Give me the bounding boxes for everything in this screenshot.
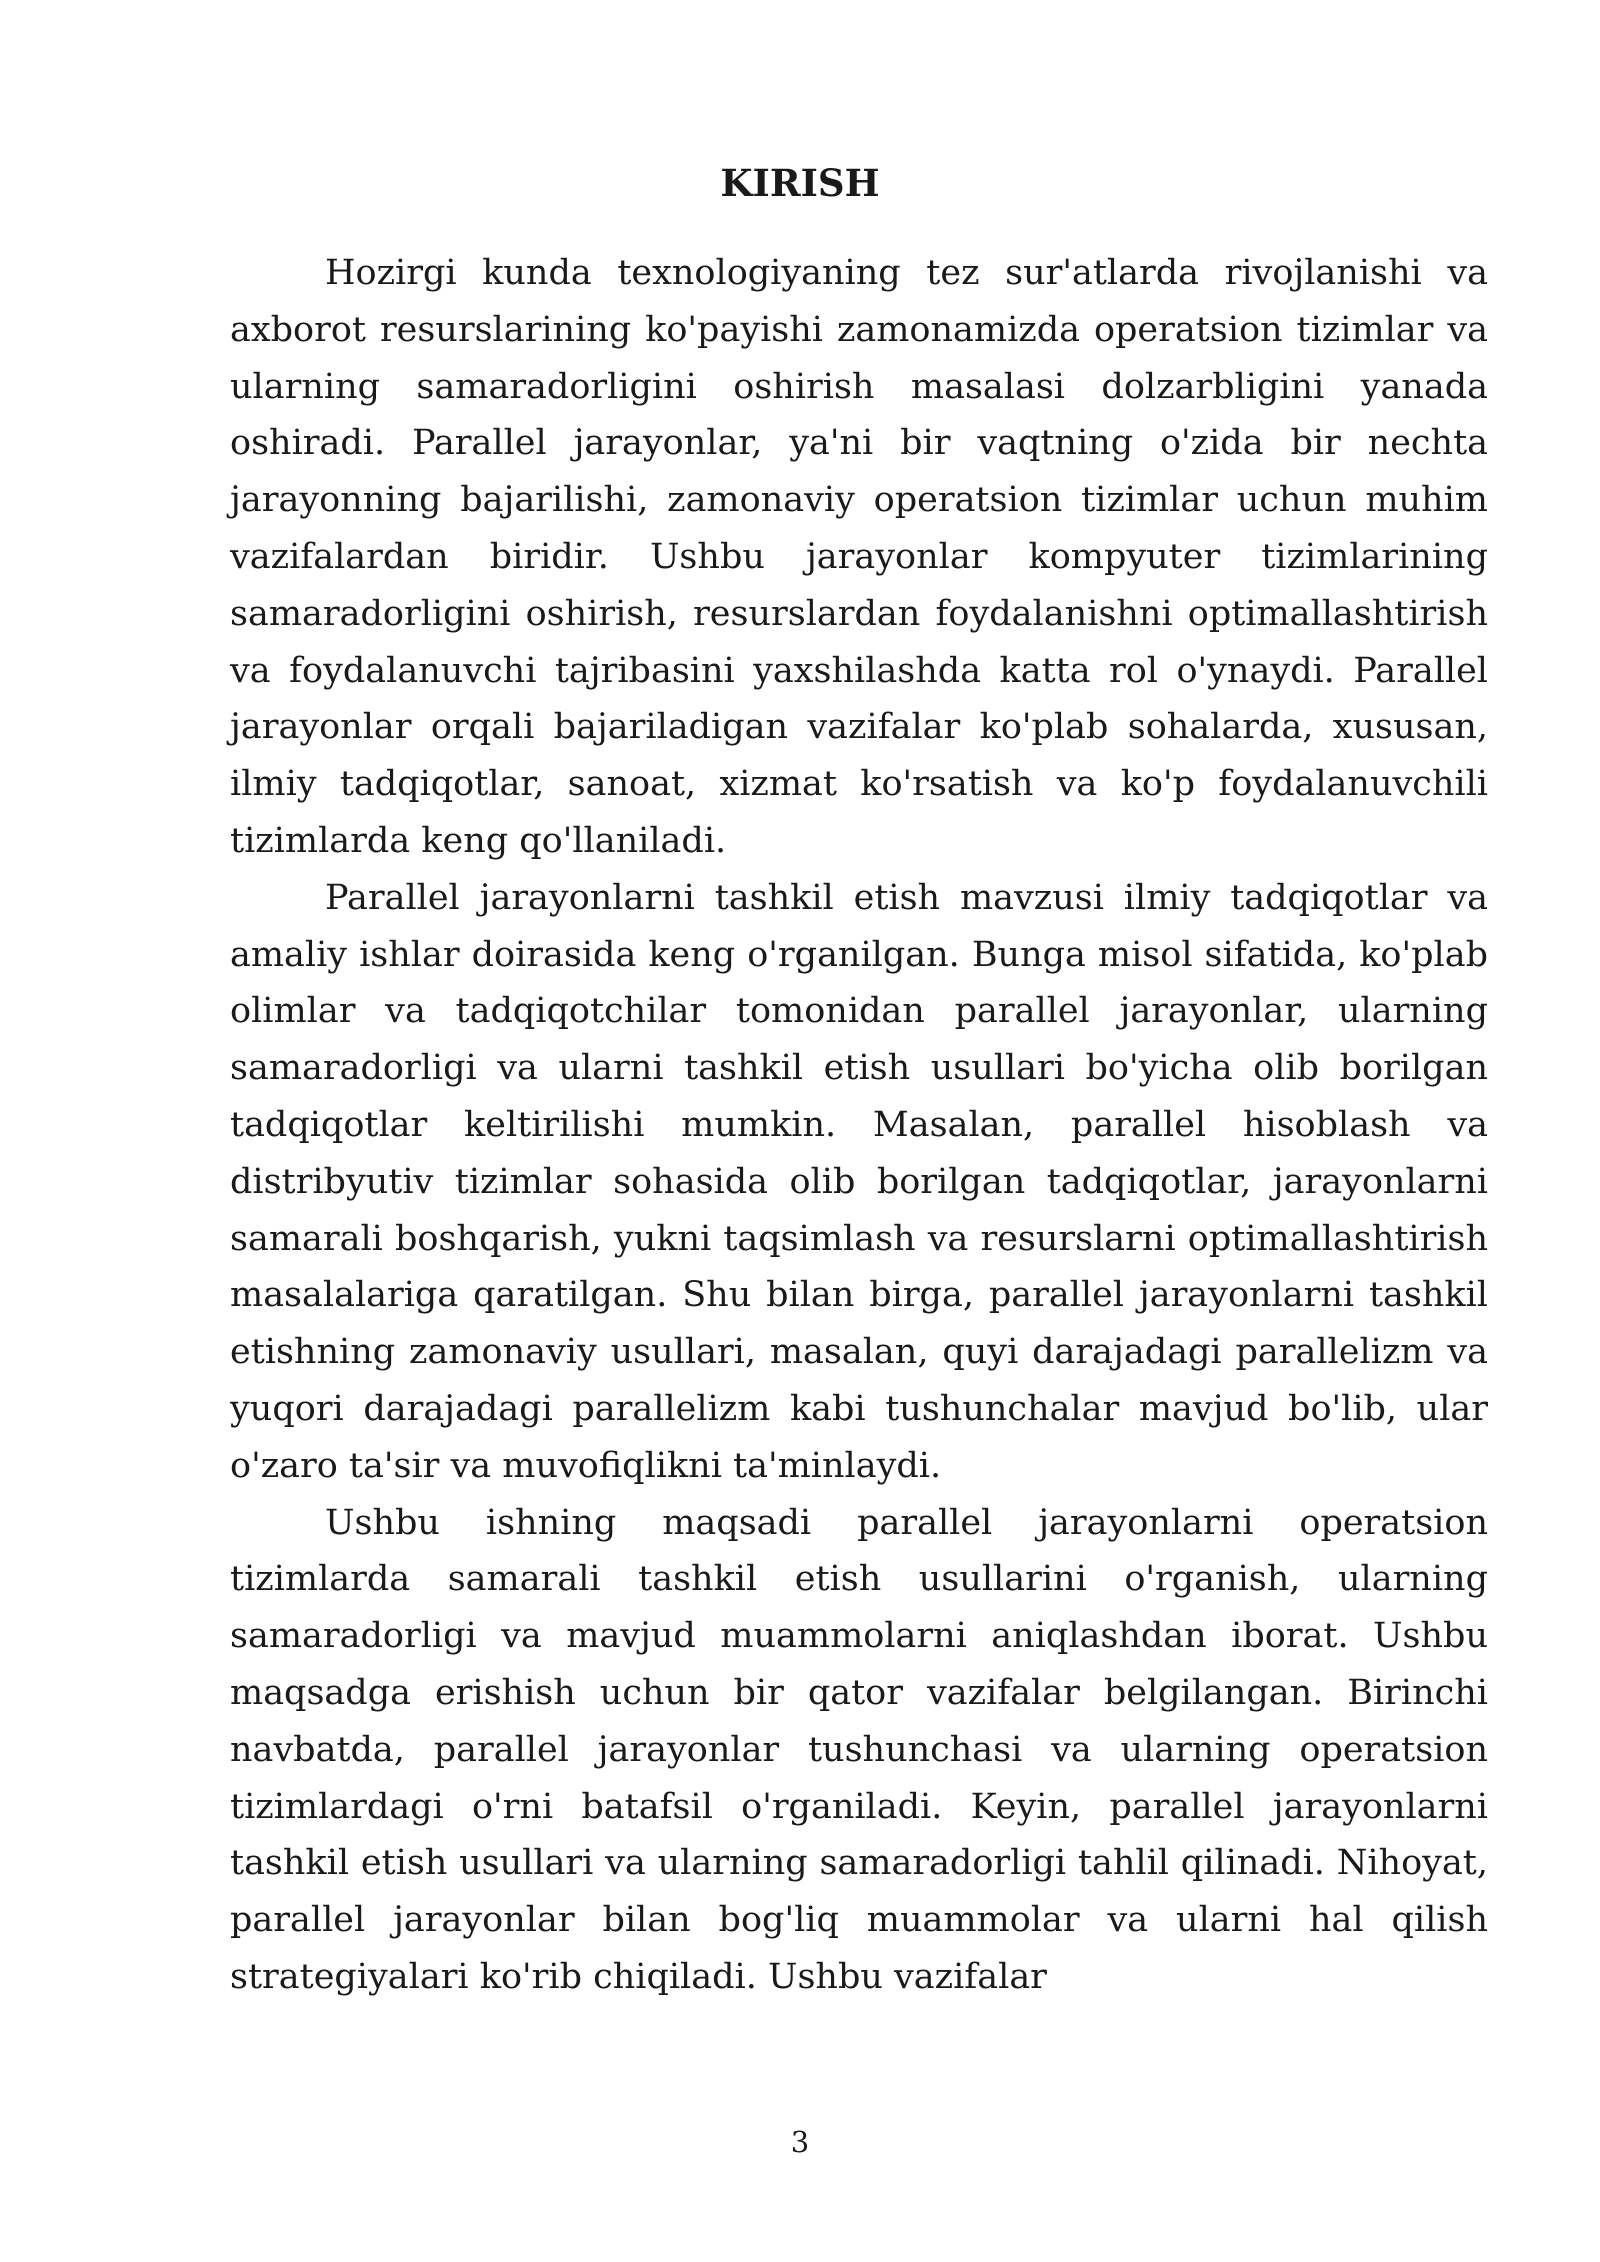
body-text [230,245,1488,2006]
section-title: KIRISH [720,161,880,205]
paragraph-1: Hozirgi kunda texnologiyaning tez sur'atlarda rivojlanishi va axborot resurslarining ko'payishi zamonamizda operatsion tizimlar va ularning samaradorligini oshirish masalasi dolzarbligini yanada oshiradi. Parallel jarayonlar, ya'ni bir vaqtning o'zida bir nechta jarayonning bajarilishi, zamonaviy operatsion tizimlar uchun muhim vazifalardan biridir. Ushbu jarayonlar kompyuter tizimlarining samaradorligini oshirish, resurslardan foydalanishni optimallashtirish va foydalanuvchi tajribasini yaxshilashda katta rol o'ynaydi. Parallel jarayonlar orqali bajariladigan vazifalar ko'plab sohalarda, xususan, ilmiy tadqiqotlar, sanoat, xizmat ko'rsatish va ko'p foydalanuvchili tizimlarda keng qo'llaniladi. [230,253,1488,861]
paragraph-2: Parallel jarayonlarni tashkil etish mavzusi ilmiy tadqiqotlar va amaliy ishlar doirasida keng o'rganilgan. Bunga misol sifatida, ko'plab olimlar va tadqiqotchilar tomonidan parallel jarayonlar, ularning samaradorligi va ularni tashkil etish usullari bo'yicha olib borilgan tadqiqotlar keltirilishi mumkin. Masalan, parallel hisoblash va distribyutiv tizimlar sohasida olib borilgan tadqiqotlar, jarayonlarni samarali boshqarish, yukni taqsimlash va resurslarni optimallashtirish masalalariga qaratilgan. Shu bilan birga, parallel jarayonlarni tashkil etishning zamonaviy usullari, masalan, quyi darajadagi parallelizm va yuqori darajadagi parallelizm kabi tushunchalar mavjud bo'lib, ular o'zaro ta'sir va muvofiqlikni ta'minlaydi. [230,877,1488,1486]
page-number: 3 [790,2125,810,2159]
paragraph-3: Ushbu ishning maqsadi parallel jarayonlarni operatsion tizimlarda samarali tashkil etish usullarini o'rganish, ularning samaradorligi va mavjud muammolarni aniqlashdan iborat. Ushbu maqsadga erishish uchun bir qator vazifalar belgilangan. Birinchi navbatda, parallel jarayonlar tushunchasi va ularning operatsion tizimlardagi o'rni batafsil o'rganiladi. Keyin, parallel jarayonlarni tashkil etish usullari va ularning samaradorligi tahlil qilinadi. Nihoyat, parallel jarayonlar bilan bog'liq muammolar va ularni hal qilish strategiyalari ko'rib chiqiladi. Ushbu vazifalar [230,1502,1488,1997]
